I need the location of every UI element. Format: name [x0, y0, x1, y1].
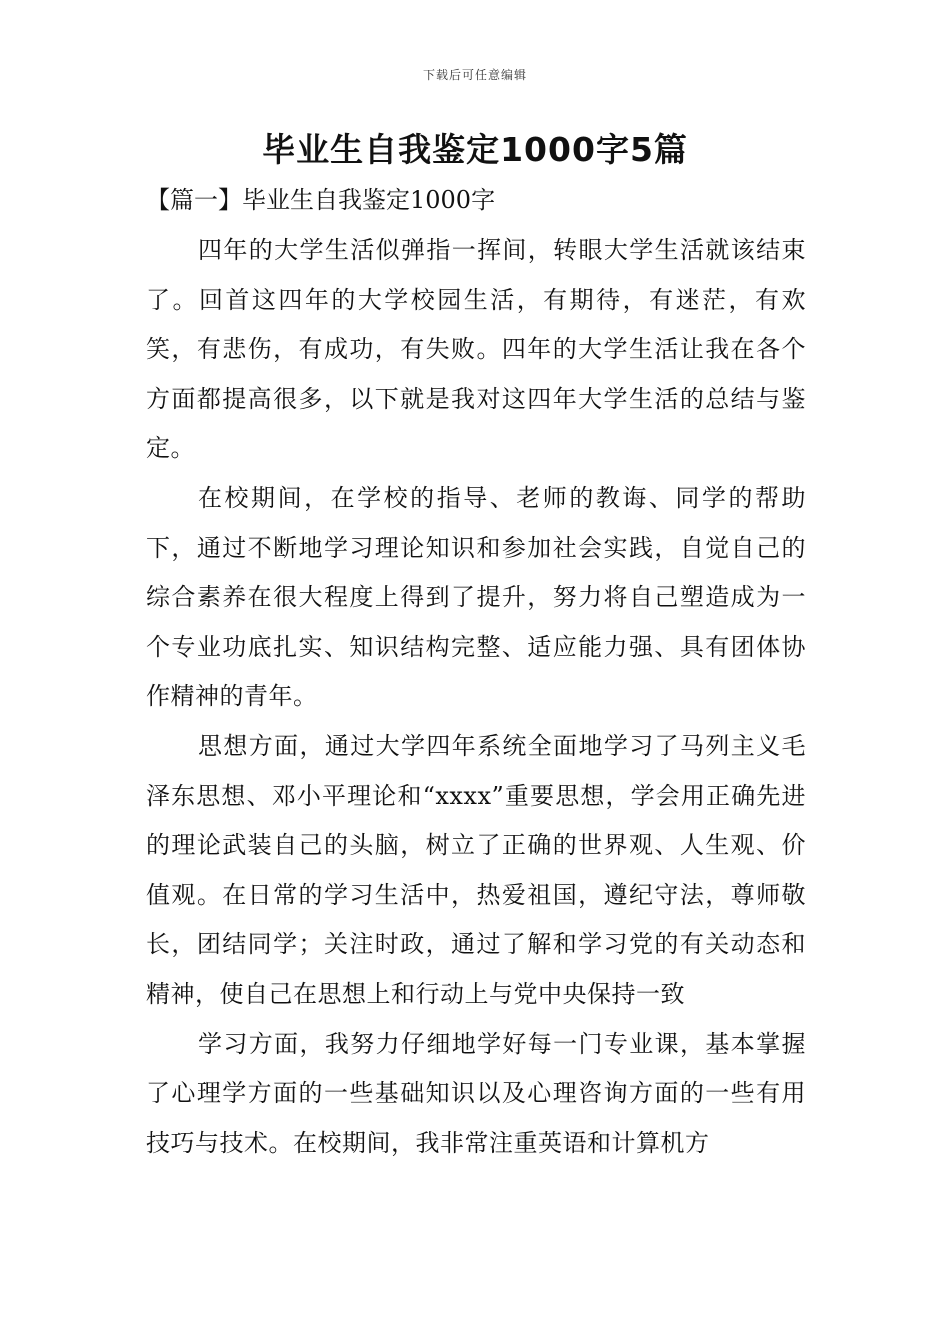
- paragraph-4: 学习方面，我努力仔细地学好每一门专业课，基本掌握了心理学方面的一些基础知识以及心理咨询方面的一些有用技巧与技术。在校期间，我非常注重英语和计算机方: [146, 1029, 806, 1157]
- paragraph-3: 思想方面，通过大学四年系统全面地学习了马列主义毛泽东思想、邓小平理论和“xxxx”重要思想，学会用正确先进的理论武装自己的头脑，树立了正确的世界观、人生观、价值观。在日常的学习生活中，热爱祖国，遵纪守法，尊师敬长，团结同学；关注时政，通过了解和学习党的有关动态和精神，使自己在思想上和行动上与党中央保持一致: [146, 731, 806, 1008]
- paragraph-2: 在校期间，在学校的指导、老师的教诲、同学的帮助下，通过不断地学习理论知识和参加社会实践，自觉自己的综合素养在很大程度上得到了提升，努力将自己塑造成为一个专业功底扎实、知识结构完整、适应能力强、具有团体协作精神的青年。: [146, 483, 806, 711]
- paragraph-1: 四年的大学生活似弹指一挥间，转眼大学生活就该结束了。回首这四年的大学校园生活，有期待，有迷茫，有欢笑，有悲伤，有成功，有失败。四年的大学生活让我在各个方面都提高很多，以下就是我对这四年大学生活的总结与鉴定。: [146, 236, 806, 463]
- section-heading: 【篇一】毕业生自我鉴定1000字: [146, 186, 496, 214]
- document-body: [146, 226, 806, 1168]
- header-note: 下载后可任意编辑: [422, 68, 527, 82]
- document-title: 毕业生自我鉴定1000字5篇: [262, 130, 688, 169]
